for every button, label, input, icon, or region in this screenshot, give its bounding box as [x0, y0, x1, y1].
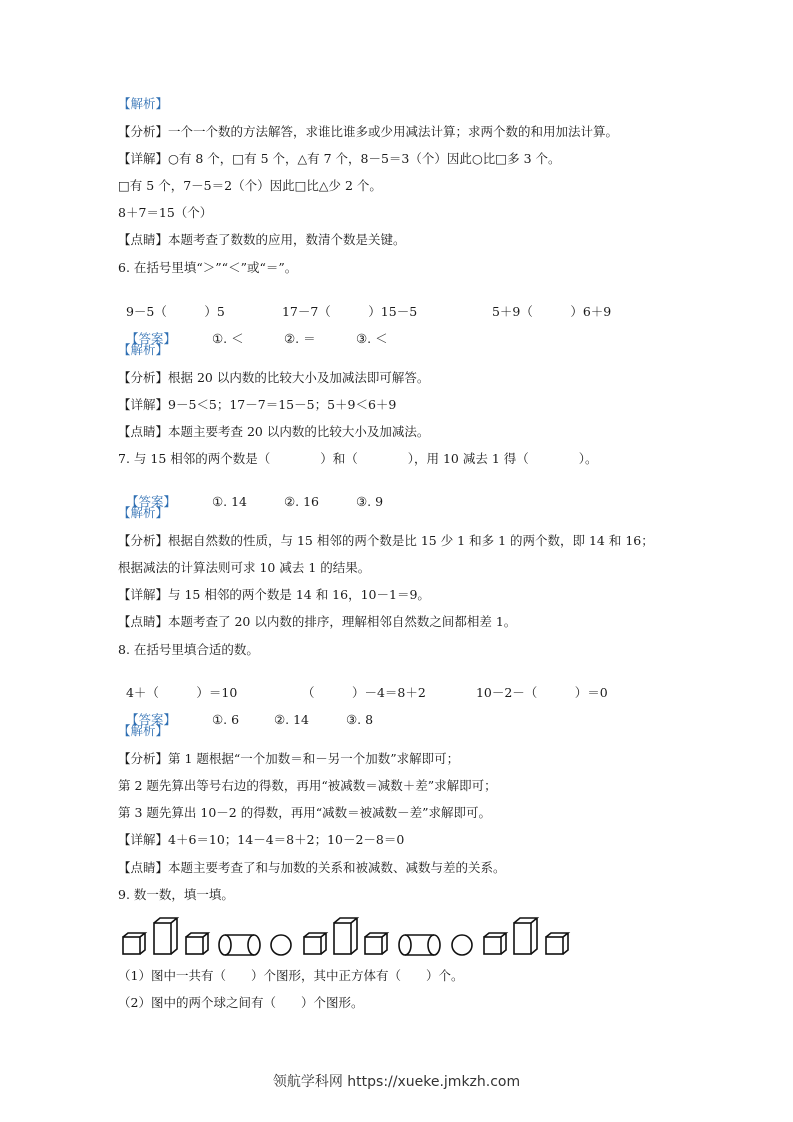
cuboid-shape [154, 918, 177, 954]
cuboid-shape [334, 918, 357, 954]
q7-xiangjie: 【详解】与 15 相邻的两个数是 14 和 16，10－1＝9。 [118, 587, 430, 602]
answer-1: ①. 6 [211, 712, 240, 727]
q6-fenxi: 【分析】根据 20 以内数的比较大小及加减法即可解答。 [118, 370, 430, 385]
answer-label: 【答案】 [125, 331, 176, 346]
key-point: 【点睛】本题考查了数数的应用，数清个数是关键。 [118, 232, 406, 247]
q7-dianjing: 【点睛】本题考查了 20 以内数的排序，理解相邻自然数之间都相差 1。 [118, 614, 517, 629]
q6-dianjing: 【点睛】本题主要考查 20 以内数的比较大小及加减法。 [118, 424, 430, 439]
q7-fenxi-1: 【分析】根据自然数的性质，与 15 相邻的两个数是比 15 少 1 和多 1 的两个数，即 14 和 16； [118, 533, 654, 548]
q7-analysis-heading: 【解析】 [118, 505, 169, 520]
q8-fenxi-1: 【分析】第 1 题根据“一个加数＝和－另一个加数”求解即可； [118, 751, 460, 766]
sphere-shape [271, 935, 291, 955]
q9-sub-2: （2）图中的两个球之间有（ ）个图形。 [118, 995, 364, 1010]
cube-shape [304, 933, 326, 954]
answer-3: ③. 8 [345, 712, 374, 727]
answer-3: ③. 9 [355, 494, 384, 509]
question-7: 7. 与 15 相邻的两个数是（ ）和（ ），用 10 减去 1 得（ ）。 [118, 451, 598, 466]
q8-item-2: （ ）－4＝8＋2 [301, 685, 426, 700]
question-6: 6. 在括号里填“＞”“＜”或“＝”。 [118, 260, 298, 275]
cuboid-shape [514, 918, 537, 954]
q8-item-3: 10－2－（ ）＝0 [475, 685, 608, 700]
q6-xiangjie: 【详解】9－5＜5；17－7＝15－5；5＋9＜6＋9 [118, 397, 397, 412]
answer-label: 【答案】 [125, 712, 176, 727]
cube-shape [186, 933, 208, 954]
shapes-row [120, 914, 580, 958]
cube-shape [546, 933, 568, 954]
q8-fenxi-2: 第 2 题先算出等号右边的得数，再用“被减数＝减数＋差”求解即可； [118, 778, 497, 793]
detail-text-3: 8＋7＝15（个） [118, 205, 213, 220]
q8-analysis-heading: 【解析】 [118, 723, 169, 738]
q6-item-3: 5＋9（ ）6＋9 [491, 304, 612, 319]
q6-item-1: 9－5（ ）5 [125, 304, 225, 319]
answer-2: ②. ＝ [283, 331, 316, 346]
analysis-text: 【分析】一个一个数的方法解答，求谁比谁多或少用减法计算；求两个数的和用加法计算。 [118, 124, 619, 139]
q6-analysis-heading: 【解析】 [118, 342, 169, 357]
q8-fenxi-3: 第 3 题先算出 10－2 的得数，再用“减数＝被减数－差”求解即可。 [118, 805, 491, 820]
cube-shape [484, 933, 506, 954]
answer-1: ①. 14 [211, 494, 248, 509]
question-8: 8. 在括号里填合适的数。 [118, 642, 259, 657]
answer-3: ③. ＜ [355, 331, 388, 346]
q9-sub-1: （1）图中一共有（ ）个图形，其中正方体有（ ）个。 [118, 968, 464, 983]
cube-shape [365, 933, 387, 954]
detail-text-2: □有 5 个，7－5＝2（个）因此□比△少 2 个。 [118, 178, 382, 193]
analysis-heading: 【解析】 [118, 96, 169, 111]
q7-fenxi-2: 根据减法的计算法则可求 10 减去 1 的结果。 [118, 560, 371, 575]
answer-2: ②. 16 [283, 494, 320, 509]
q6-item-2: 17－7（ ）15－5 [281, 304, 418, 319]
answer-2: ②. 14 [273, 712, 310, 727]
q8-item-1: 4＋（ ）＝10 [125, 685, 238, 700]
footer-watermark: 领航学科网 https://xueke.jmkzh.com [272, 1074, 521, 1090]
answer-1: ①. ＜ [211, 331, 244, 346]
answer-label: 【答案】 [125, 494, 176, 509]
question-9: 9. 数一数，填一填。 [118, 887, 234, 902]
sphere-shape [452, 935, 472, 955]
q8-dianjing: 【点睛】本题主要考查了和与加数的关系和被减数、减数与差的关系。 [118, 860, 506, 875]
detail-text: 【详解】○有 8 个，□有 5 个，△有 7 个，8－5＝3（个）因此○比□多 3 个。 [118, 151, 561, 166]
q8-xiangjie: 【详解】4＋6＝10；14－4＝8＋2；10－2－8＝0 [118, 832, 405, 847]
cube-shape [123, 933, 145, 954]
cylinder-shape [399, 935, 440, 955]
cylinder-shape [219, 935, 260, 955]
